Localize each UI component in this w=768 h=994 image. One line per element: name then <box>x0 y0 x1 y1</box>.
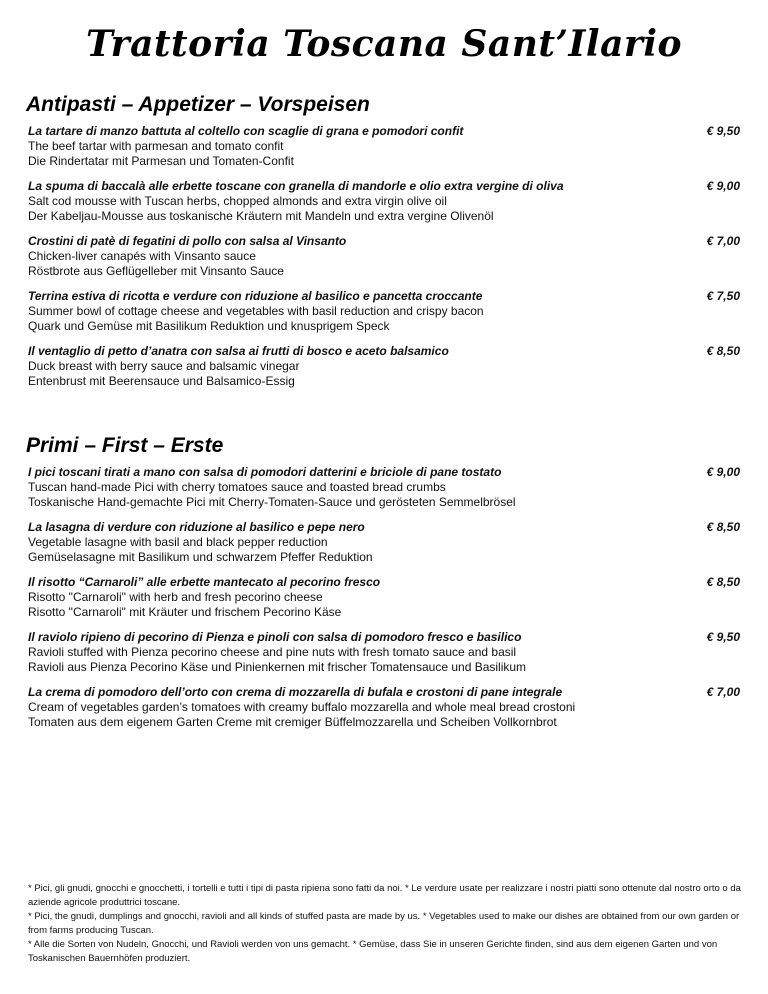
dish-name-german: Toskanische Hand-gemachte Pici mit Cherry-Tomaten-Sauce und gerösteten Semmelbrösel <box>28 495 516 509</box>
dish-name-english: Ravioli stuffed with Pienza pecorino cheese and pine nuts with fresh tomato sauce and basil <box>28 645 517 659</box>
menu-item <box>28 630 740 675</box>
dish-price: € 8,50 <box>706 575 740 589</box>
menu-item <box>28 179 740 224</box>
dish-name-english: Duck breast with berry sauce and balsamic vinegar <box>28 359 300 373</box>
menu-item <box>28 124 740 169</box>
menu-item <box>28 344 740 389</box>
dish-name-english: Chicken-liver canapés with Vinsanto sauce <box>28 249 256 263</box>
footnotes <box>28 882 746 966</box>
dish-name-italian: Crostini di patè di fegatini di pollo con salsa al Vinsanto <box>28 234 347 248</box>
section-title-primi: Primi – First – Erste <box>26 434 224 457</box>
dish-name-english: Summer bowl of cottage cheese and vegetables with basil reduction and crispy bacon <box>28 304 484 318</box>
footnote-italian: * Pici, gli gnudi, gnocchi e gnocchetti, i tortelli e tutti i tipi di pasta ripiena sono fatti da noi. * Le verdure usate per realizzare i nostri piatti sono ottenute dal nostro orto o da aziende agricole produttrici toscane. <box>28 883 741 908</box>
dish-name-german: Entenbrust mit Beerensauce und Balsamico-Essig <box>28 374 295 388</box>
menu-item <box>28 289 740 334</box>
dish-name-italian: La crema di pomodoro dell’orto con crema di mozzarella di bufala e crostoni di pane integrale <box>28 685 563 699</box>
dish-name-german: Gemüselasagne mit Basilikum und schwarzem Pfeffer Reduktion <box>28 550 373 564</box>
dish-price: € 9,50 <box>706 124 740 138</box>
menu-item <box>28 465 740 510</box>
dish-name-italian: La spuma di baccalà alle erbette toscane con granella di mandorle e olio extra vergine di oliva <box>28 179 564 193</box>
dish-name-german: Ravioli aus Pienza Pecorino Käse und Pinienkernen mit frischer Tomatensauce und Basilikum <box>28 660 527 674</box>
dish-name-english: Risotto "Carnaroli" with herb and fresh pecorino cheese <box>28 590 323 604</box>
dish-name-german: Tomaten aus dem eigenem Garten Creme mit cremiger Büffelmozzarella und Scheiben Vollkornbrot <box>28 715 557 729</box>
dish-name-italian: La tartare di manzo battuta al coltello con scaglie di grana e pomodori confit <box>28 124 464 138</box>
dish-price: € 7,00 <box>706 234 740 248</box>
dish-name-german: Röstbrote aus Geflügelleber mit Vinsanto Sauce <box>28 264 284 278</box>
dish-name-italian: Il ventaglio di petto d’anatra con salsa ai frutti di bosco e aceto balsamico <box>28 344 449 358</box>
menu-item <box>28 234 740 279</box>
menu-item <box>28 575 740 620</box>
dish-name-italian: Il risotto “Carnaroli” alle erbette mantecato al pecorino fresco <box>28 575 381 589</box>
dish-name-italian: Il raviolo ripieno di pecorino di Pienza e pinoli con salsa di pomodoro fresco e basilico <box>28 630 522 644</box>
dish-name-italian: Terrina estiva di ricotta e verdure con riduzione al basilico e pancetta croccante <box>28 289 483 303</box>
dish-name-german: Risotto "Carnaroli" mit Kräuter und frischem Pecorino Käse <box>28 605 342 619</box>
section-title-antipasti: Antipasti – Appetizer – Vorspeisen <box>26 93 370 116</box>
footnote-german: * Alle die Sorten von Nudeln, Gnocchi, und Ravioli werden von uns gemacht. * Gemüse, dass Sie in unseren Gerichte finden, sind aus dem eigenen Garten und von Toskanischen Bauernhöfen produziert. <box>28 939 718 964</box>
dish-price: € 9,00 <box>706 465 740 479</box>
dish-name-english: Vegetable lasagne with basil and black pepper reduction <box>28 535 328 549</box>
dish-name-english: Salt cod mousse with Tuscan herbs, chopped almonds and extra virgin olive oil <box>28 194 447 208</box>
restaurant-name: Trattoria Toscana Sant’Ilario <box>85 23 683 65</box>
dish-price: € 7,50 <box>706 289 740 303</box>
dish-name-german: Die Rindertatar mit Parmesan und Tomaten-Confit <box>28 154 294 168</box>
dish-name-german: Der Kabeljau-Mousse aus toskanische Kräutern mit Mandeln und extra vergine Olivenöl <box>28 209 494 223</box>
dish-price: € 7,00 <box>706 685 740 699</box>
menu-item <box>28 685 740 730</box>
dish-price: € 8,50 <box>706 344 740 358</box>
dish-name-italian: La lasagna di verdure con riduzione al basilico e pepe nero <box>28 520 365 534</box>
dish-price: € 8,50 <box>706 520 740 534</box>
dish-name-italian: I pici toscani tirati a mano con salsa di pomodori datterini e briciole di pane tostato <box>28 465 502 479</box>
dish-name-english: The beef tartar with parmesan and tomato confit <box>28 139 284 153</box>
dish-name-german: Quark und Gemüse mit Basilikum Reduktion und knusprigem Speck <box>28 319 390 333</box>
dish-name-english: Cream of vegetables garden’s tomatoes with creamy buffalo mozzarella and whole meal bread crostoni <box>28 700 576 714</box>
footnote-english: * Pici, the gnudi, dumplings and gnocchi, ravioli and all kinds of stuffed pasta are made by us. * Vegetables used to make our dishes are obtained from our own garden or from farms producing Tuscan. <box>28 911 740 936</box>
dish-name-english: Tuscan hand-made Pici with cherry tomatoes sauce and toasted bread crumbs <box>28 480 446 494</box>
menu-item <box>28 520 740 565</box>
dish-price: € 9,50 <box>706 630 740 644</box>
dish-price: € 9,00 <box>706 179 740 193</box>
